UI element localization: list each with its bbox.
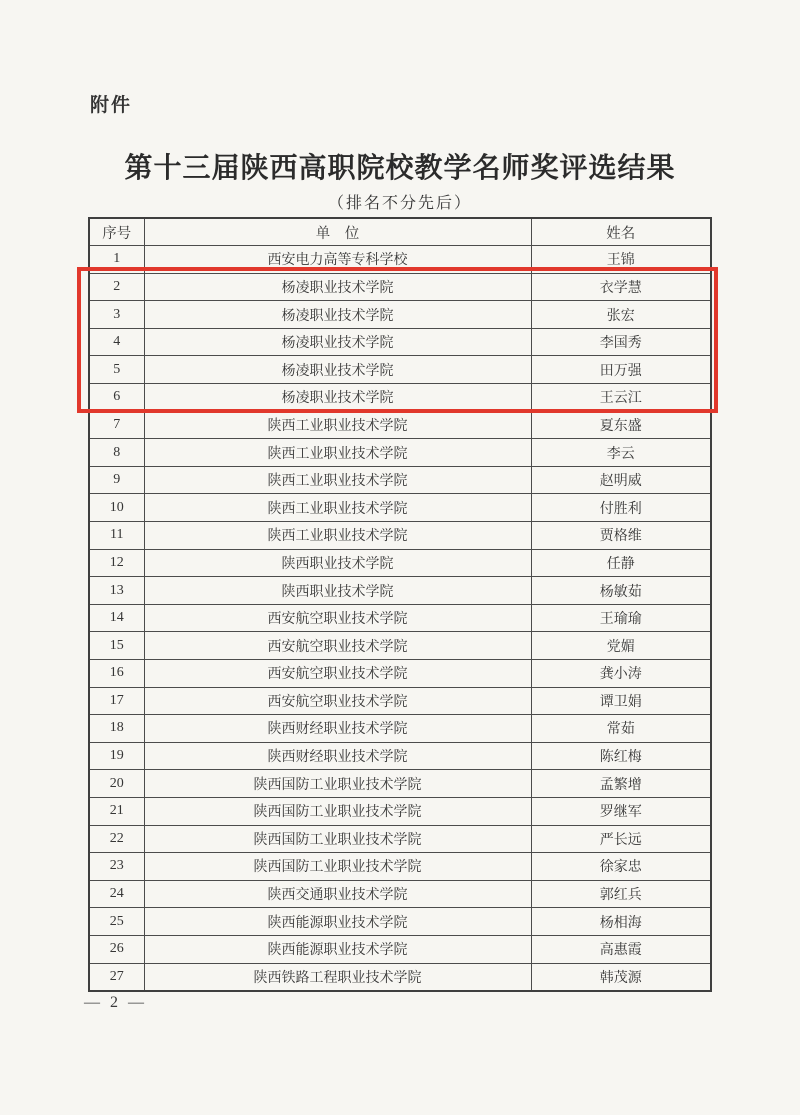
table-row bbox=[89, 880, 711, 908]
cell-awardee-name: 严长远 bbox=[531, 825, 711, 853]
cell-institution: 陕西工业职业技术学院 bbox=[144, 411, 531, 439]
table-row bbox=[89, 770, 711, 798]
table-row bbox=[89, 494, 711, 522]
header-cell-unit: 单 位 bbox=[144, 218, 531, 246]
page-subtitle: （排名不分先后） bbox=[327, 195, 472, 212]
table-row bbox=[89, 660, 711, 688]
cell-institution: 杨凌职业技术学院 bbox=[144, 384, 531, 412]
header-cell-no: 序号 bbox=[89, 218, 144, 246]
results-table-body bbox=[89, 246, 711, 991]
cell-serial-number: 4 bbox=[89, 328, 144, 356]
cell-awardee-name: 任静 bbox=[531, 549, 711, 577]
cell-institution: 陕西工业职业技术学院 bbox=[144, 439, 531, 467]
cell-institution: 陕西国防工业职业技术学院 bbox=[144, 853, 531, 881]
page-number: — 2 — bbox=[84, 994, 147, 1011]
cell-awardee-name: 张宏 bbox=[531, 301, 711, 329]
cell-institution: 陕西交通职业技术学院 bbox=[144, 880, 531, 908]
cell-serial-number: 18 bbox=[89, 715, 144, 743]
cell-awardee-name: 王锦 bbox=[531, 246, 711, 274]
cell-institution: 陕西工业职业技术学院 bbox=[144, 522, 531, 550]
table-row bbox=[89, 466, 711, 494]
table-row bbox=[89, 825, 711, 853]
table-row bbox=[89, 301, 711, 329]
table-row bbox=[89, 797, 711, 825]
cell-serial-number: 24 bbox=[89, 880, 144, 908]
header-row bbox=[89, 218, 711, 246]
table-row bbox=[89, 715, 711, 743]
cell-awardee-name: 韩茂源 bbox=[531, 963, 711, 991]
table-row bbox=[89, 742, 711, 770]
header-cell-name: 姓名 bbox=[531, 218, 711, 246]
table-row bbox=[89, 246, 711, 274]
cell-institution: 陕西职业技术学院 bbox=[144, 549, 531, 577]
table-row bbox=[89, 384, 711, 412]
cell-institution: 陕西工业职业技术学院 bbox=[144, 466, 531, 494]
cell-institution: 杨凌职业技术学院 bbox=[144, 328, 531, 356]
cell-institution: 陕西工业职业技术学院 bbox=[144, 494, 531, 522]
cell-serial-number: 1 bbox=[89, 246, 144, 274]
table-row bbox=[89, 273, 711, 301]
cell-awardee-name: 高惠霞 bbox=[531, 935, 711, 963]
cell-institution: 陕西职业技术学院 bbox=[144, 577, 531, 605]
cell-institution: 陕西国防工业职业技术学院 bbox=[144, 770, 531, 798]
cell-serial-number: 16 bbox=[89, 660, 144, 688]
cell-institution: 西安航空职业技术学院 bbox=[144, 660, 531, 688]
cell-serial-number: 19 bbox=[89, 742, 144, 770]
table-row bbox=[89, 577, 711, 605]
table-row bbox=[89, 411, 711, 439]
cell-serial-number: 10 bbox=[89, 494, 144, 522]
cell-institution: 西安航空职业技术学院 bbox=[144, 687, 531, 715]
cell-serial-number: 22 bbox=[89, 825, 144, 853]
cell-awardee-name: 徐家忠 bbox=[531, 853, 711, 881]
cell-serial-number: 21 bbox=[89, 797, 144, 825]
cell-awardee-name: 李国秀 bbox=[531, 328, 711, 356]
cell-serial-number: 3 bbox=[89, 301, 144, 329]
cell-awardee-name: 罗继军 bbox=[531, 797, 711, 825]
cell-serial-number: 6 bbox=[89, 384, 144, 412]
cell-serial-number: 11 bbox=[89, 522, 144, 550]
cell-awardee-name: 贾格维 bbox=[531, 522, 711, 550]
cell-institution: 陕西财经职业技术学院 bbox=[144, 742, 531, 770]
cell-serial-number: 9 bbox=[89, 466, 144, 494]
cell-institution: 陕西国防工业职业技术学院 bbox=[144, 825, 531, 853]
cell-awardee-name: 衣学慧 bbox=[531, 273, 711, 301]
table-row bbox=[89, 356, 711, 384]
cell-awardee-name: 付胜利 bbox=[531, 494, 711, 522]
page-title: 第十三届陕西高职院校教学名师奖评选结果 bbox=[124, 153, 676, 184]
cell-institution: 陕西铁路工程职业技术学院 bbox=[144, 963, 531, 991]
cell-awardee-name: 赵明威 bbox=[531, 466, 711, 494]
table-row bbox=[89, 908, 711, 936]
table-row bbox=[89, 935, 711, 963]
cell-institution: 西安航空职业技术学院 bbox=[144, 604, 531, 632]
cell-awardee-name: 杨相海 bbox=[531, 908, 711, 936]
table-row bbox=[89, 549, 711, 577]
cell-serial-number: 13 bbox=[89, 577, 144, 605]
cell-serial-number: 17 bbox=[89, 687, 144, 715]
cell-serial-number: 8 bbox=[89, 439, 144, 467]
cell-institution: 杨凌职业技术学院 bbox=[144, 273, 531, 301]
table-row bbox=[89, 853, 711, 881]
table-row bbox=[89, 963, 711, 991]
cell-awardee-name: 王云江 bbox=[531, 384, 711, 412]
cell-awardee-name: 王瑜瑜 bbox=[531, 604, 711, 632]
table-row bbox=[89, 687, 711, 715]
cell-serial-number: 12 bbox=[89, 549, 144, 577]
cell-institution: 陕西财经职业技术学院 bbox=[144, 715, 531, 743]
cell-serial-number: 7 bbox=[89, 411, 144, 439]
table-row bbox=[89, 328, 711, 356]
cell-serial-number: 23 bbox=[89, 853, 144, 881]
cell-institution: 陕西国防工业职业技术学院 bbox=[144, 797, 531, 825]
cell-awardee-name: 陈红梅 bbox=[531, 742, 711, 770]
cell-serial-number: 20 bbox=[89, 770, 144, 798]
results-table bbox=[88, 217, 712, 992]
cell-awardee-name: 夏东盛 bbox=[531, 411, 711, 439]
table-row bbox=[89, 632, 711, 660]
cell-awardee-name: 孟繁增 bbox=[531, 770, 711, 798]
cell-serial-number: 27 bbox=[89, 963, 144, 991]
cell-serial-number: 14 bbox=[89, 604, 144, 632]
cell-awardee-name: 谭卫娟 bbox=[531, 687, 711, 715]
cell-institution: 杨凌职业技术学院 bbox=[144, 301, 531, 329]
table-row bbox=[89, 604, 711, 632]
cell-institution: 西安电力高等专科学校 bbox=[144, 246, 531, 274]
cell-awardee-name: 田万强 bbox=[531, 356, 711, 384]
cell-serial-number: 26 bbox=[89, 935, 144, 963]
cell-awardee-name: 李云 bbox=[531, 439, 711, 467]
cell-institution: 杨凌职业技术学院 bbox=[144, 356, 531, 384]
cell-institution: 陕西能源职业技术学院 bbox=[144, 908, 531, 936]
results-table-header bbox=[89, 218, 711, 246]
table-row bbox=[89, 439, 711, 467]
cell-awardee-name: 常茹 bbox=[531, 715, 711, 743]
cell-awardee-name: 郭红兵 bbox=[531, 880, 711, 908]
cell-institution: 陕西能源职业技术学院 bbox=[144, 935, 531, 963]
cell-serial-number: 25 bbox=[89, 908, 144, 936]
attachment-label: 附件 bbox=[90, 95, 133, 116]
cell-serial-number: 5 bbox=[89, 356, 144, 384]
cell-awardee-name: 杨敏茹 bbox=[531, 577, 711, 605]
cell-awardee-name: 龚小涛 bbox=[531, 660, 711, 688]
cell-serial-number: 15 bbox=[89, 632, 144, 660]
cell-institution: 西安航空职业技术学院 bbox=[144, 632, 531, 660]
cell-serial-number: 2 bbox=[89, 273, 144, 301]
cell-awardee-name: 党媚 bbox=[531, 632, 711, 660]
table-row bbox=[89, 522, 711, 550]
